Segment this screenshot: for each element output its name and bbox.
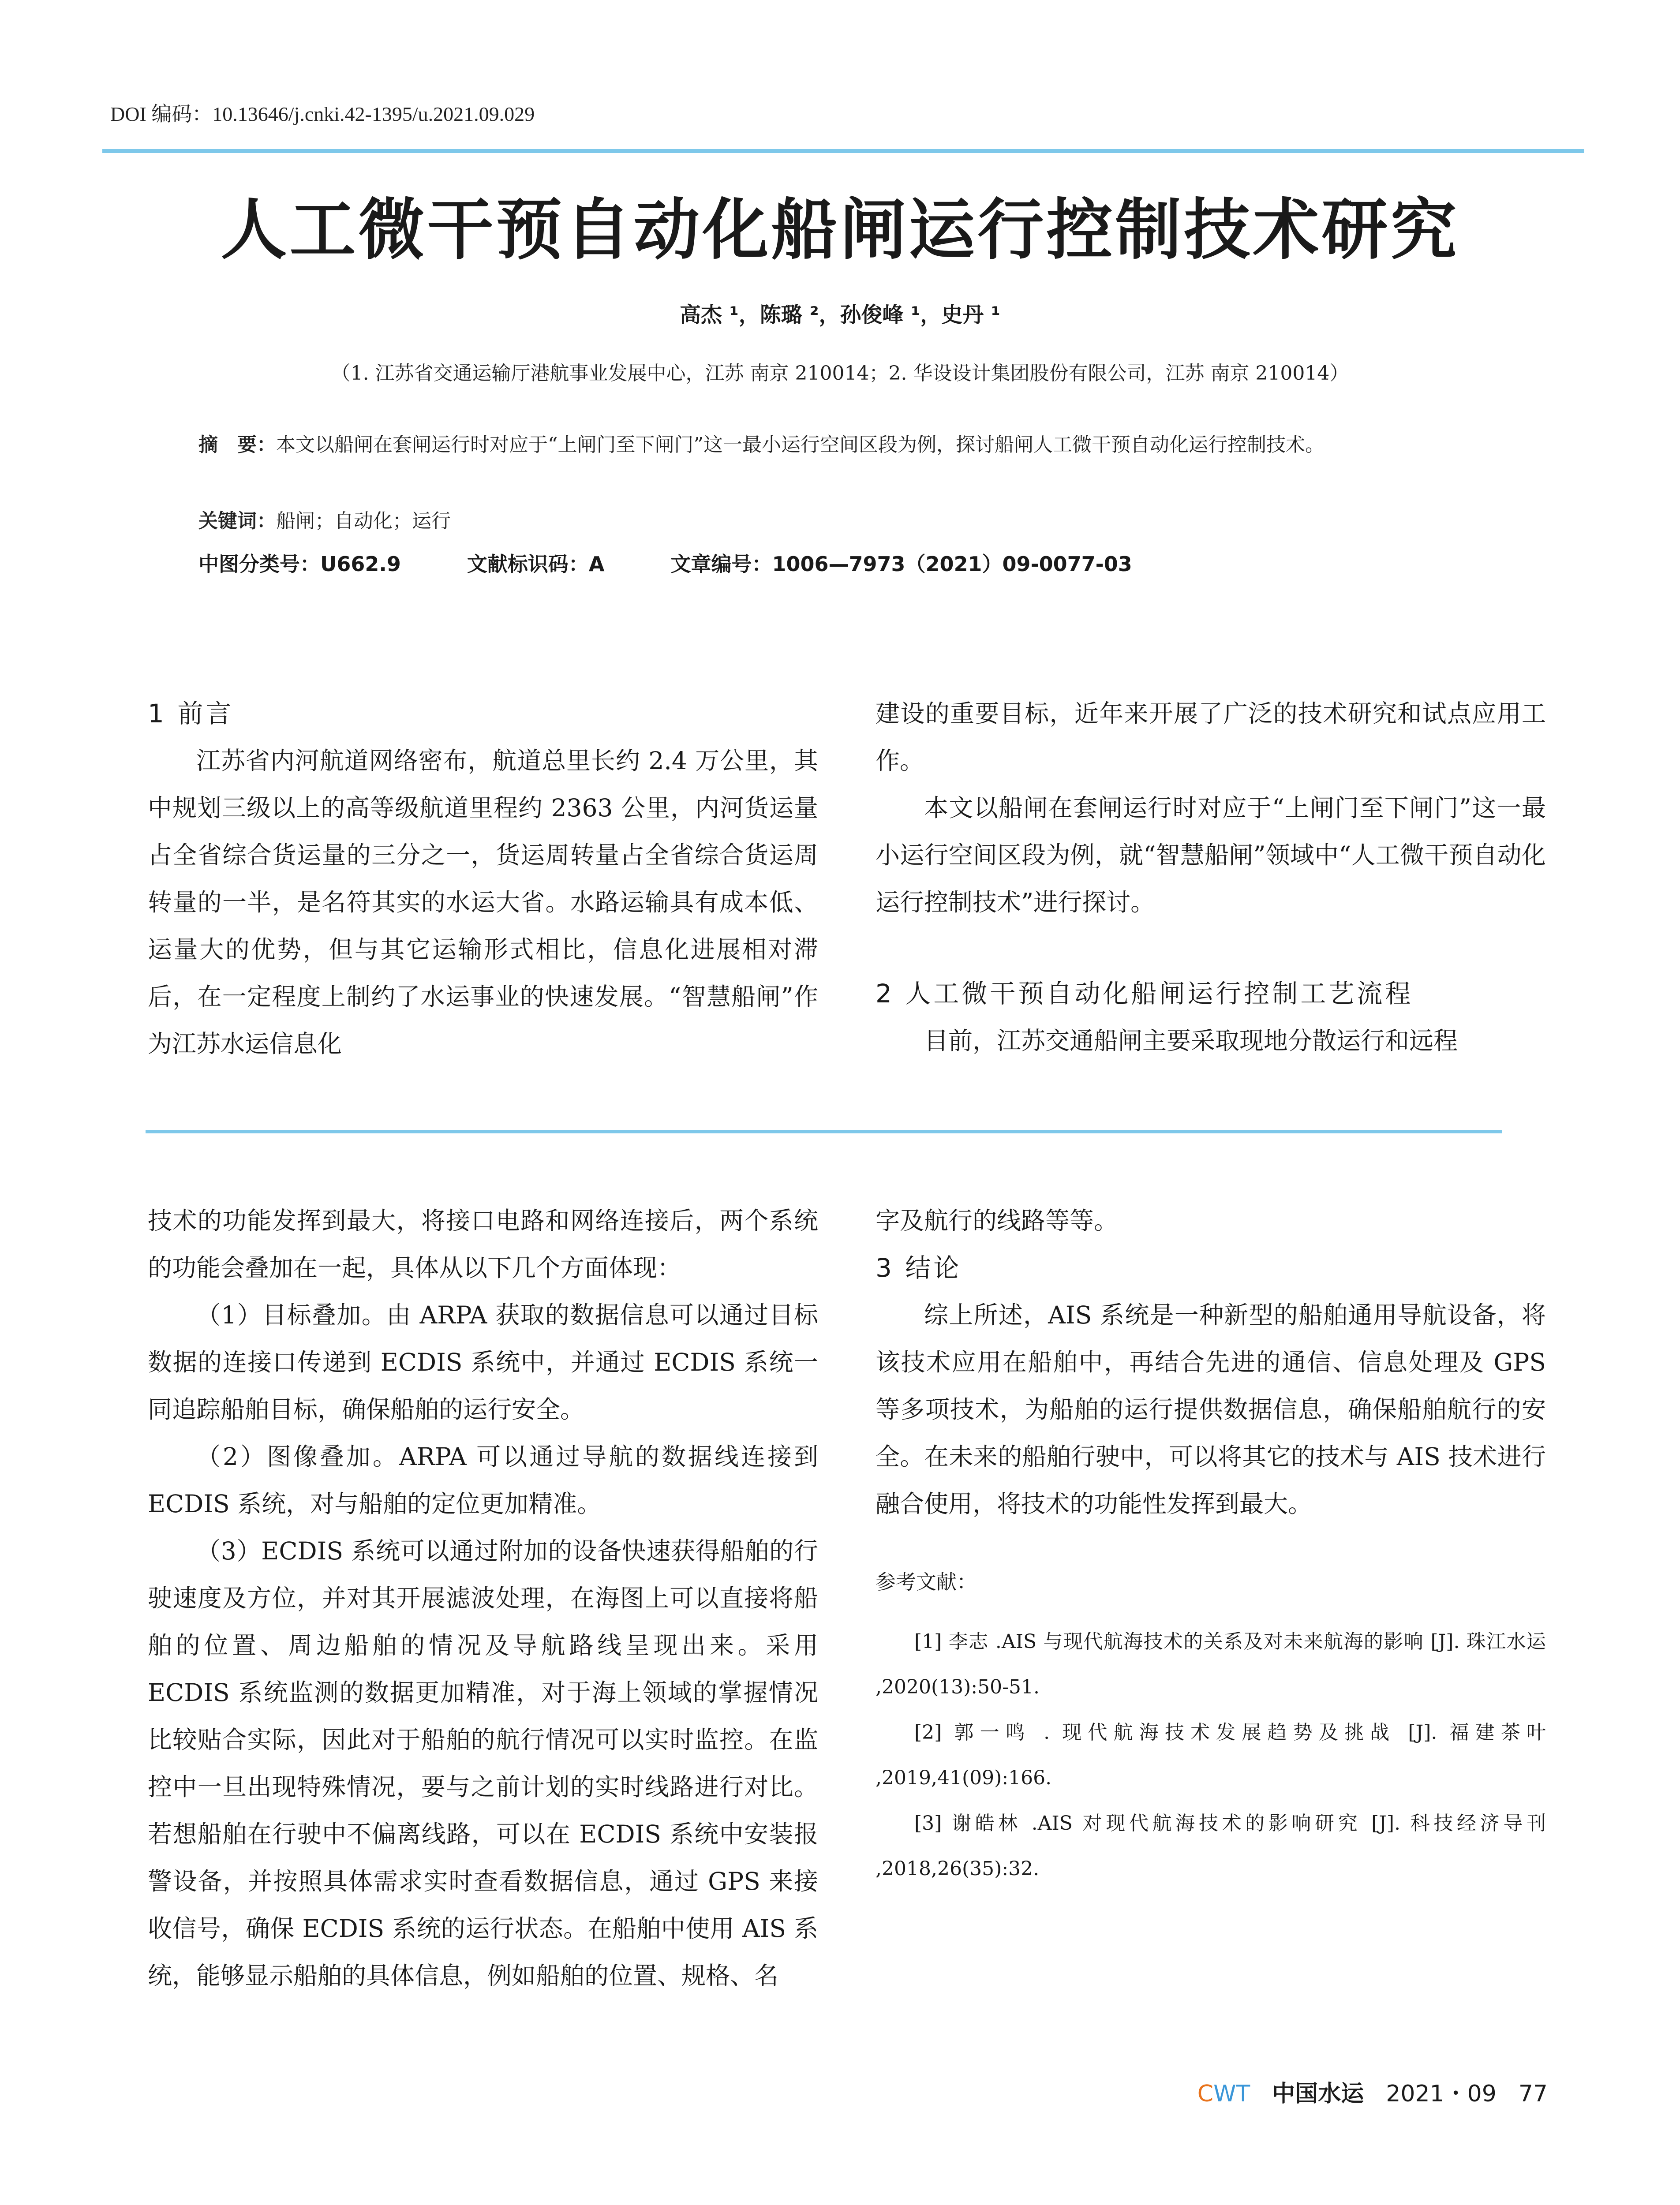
reference-item: [3] 谢皓林 .AIS 对现代航海技术的影响研究 [J]. 科技经济导刊 ,2018,26(35):32.: [876, 1812, 1546, 1880]
paragraph: 技术的功能发挥到最大，将接口电路和网络连接后，两个系统的功能会叠加在一起，具体从以下几个方面体现：: [148, 1207, 818, 1282]
section-divider: [146, 1130, 1502, 1133]
keywords-text: 船闸；自动化；运行: [276, 510, 451, 532]
header-divider: [102, 149, 1584, 153]
section-heading: 3 结论: [876, 1253, 962, 1283]
journal-name: 中国水运: [1272, 2080, 1364, 2107]
paragraph: 综上所述，AIS 系统是一种新型的船舶通用导航设备，将该技术应用在船舶中，再结合先进的通信、信息处理及 GPS 等多项技术，为船舶的运行提供数据信息，确保船舶航行的安全。在未来的船舶行驶中，可以将其它的技术与 AIS 技术进行融合使用，将技术的功能性发挥到最大。: [876, 1301, 1546, 1518]
paragraph: 目前，江苏交通船闸主要采取现地分散运行和远程: [924, 1027, 1458, 1055]
page-number: 77: [1518, 2081, 1548, 2107]
top-right-column: [876, 690, 1546, 1065]
section-heading: 2 人工微干预自动化船闸运行控制工艺流程: [876, 979, 1414, 1009]
references-heading: 参考文献：: [876, 1570, 977, 1594]
bottom-right-column: [876, 1197, 1546, 1891]
abstract-text: 本文以船闸在套闸运行时对应于“上闸门至下闸门”这一最小运行空间区段为例，探讨船闸人工微干预自动化运行控制技术。: [276, 434, 1325, 456]
reference-item: [2] 郭一鸣 . 现代航海技术发展趋势及挑战 [J]. 福建茶叶 ,2019,41(09):166.: [876, 1721, 1546, 1789]
author-list: 高杰 ¹，陈璐 ²，孙俊峰 ¹，史丹 ¹: [680, 303, 1000, 327]
article-number: 文章编号：1006—7973（2021）09-0077-03: [670, 552, 1132, 576]
paragraph: 字及航行的线路等等。: [876, 1207, 1119, 1235]
section-heading: 1 前言: [148, 699, 234, 729]
paragraph: 江苏省内河航道网络密布，航道总里长约 2.4 万公里，其中规划三级以上的高等级航道里程约 2363 公里，内河货运量占全省综合货运量的三分之一，货运周转量占全省综合货运周转量的一半，是名符其实的水运大省。水路运输具有成本低、运量大的优势，但与其它运输形式相比，信息化进展相对滞后，在一定程度上制约了水运事业的快速发展。“智慧船闸”作为江苏水运信息化: [148, 747, 818, 1058]
abstract: [198, 421, 1504, 468]
document-code: 文献标识码：A: [467, 552, 605, 576]
classification-meta: [198, 548, 1478, 577]
abstract-label: 摘 要：: [198, 434, 276, 456]
clc-number: 中图分类号：U662.9: [198, 552, 401, 576]
top-left-column: [148, 690, 818, 1068]
paper-title: 人工微干预自动化船闸运行控制技术研究: [221, 192, 1459, 269]
bottom-left-column: [148, 1197, 818, 1999]
journal-logo: CWT: [1197, 2081, 1250, 2107]
page-footer: [1197, 2075, 1548, 2108]
issue-number: 2021・09: [1386, 2081, 1497, 2107]
affiliations: （1. 江苏省交通运输厅港航事业发展中心，江苏 南京 210014；2. 华设设计集团股份有限公司，江苏 南京 210014）: [331, 362, 1349, 385]
paragraph: 建设的重要目标，近年来开展了广泛的技术研究和试点应用工作。: [876, 699, 1546, 775]
paragraph: （3）ECDIS 系统可以通过附加的设备快速获得船舶的行驶速度及方位，并对其开展滤波处理，在海图上可以直接将船舶的位置、周边船舶的情况及导航路线呈现出来。采用 ECDIS 系统监测的数据更加精准，对于海上领域的掌握情况比较贴合实际，因此对于船舶的航行情况可以实时监控。在监控中一旦出现特殊情况，要与之前计划的实时线路进行对比。若想船舶在行驶中不偏离线路，可以在 ECDIS 系统中安装报警设备，并按照具体需求实时查看数据信息，通过 GPS 来接收信号，确保 ECDIS 系统的运行状态。在船舶中使用 AIS 系统，能够显示船舶的具体信息，例如船舶的位置、规格、名: [148, 1537, 818, 1990]
paragraph: （2）图像叠加。ARPA 可以通过导航的数据线连接到 ECDIS 系统，对与船舶的定位更加精准。: [148, 1443, 818, 1518]
paragraph: （1）目标叠加。由 ARPA 获取的数据信息可以通过目标数据的连接口传递到 ECDIS 系统中，并通过 ECDIS 系统一同追踪船舶目标，确保船舶的运行安全。: [148, 1301, 818, 1424]
keywords: [198, 505, 451, 533]
keywords-label: 关键词：: [198, 510, 276, 532]
paragraph: 本文以船闸在套闸运行时对应于“上闸门至下闸门”这一最小运行空间区段为例，就“智慧船闸”领域中“人工微干预自动化运行控制技术”进行探讨。: [876, 794, 1546, 916]
doi-line: DOI 编码：10.13646/j.cnki.42-1395/u.2021.09.029: [110, 103, 535, 125]
reference-item: [1] 李志 .AIS 与现代航海技术的关系及对未来航海的影响 [J]. 珠江水运 ,2020(13):50-51.: [876, 1630, 1546, 1698]
